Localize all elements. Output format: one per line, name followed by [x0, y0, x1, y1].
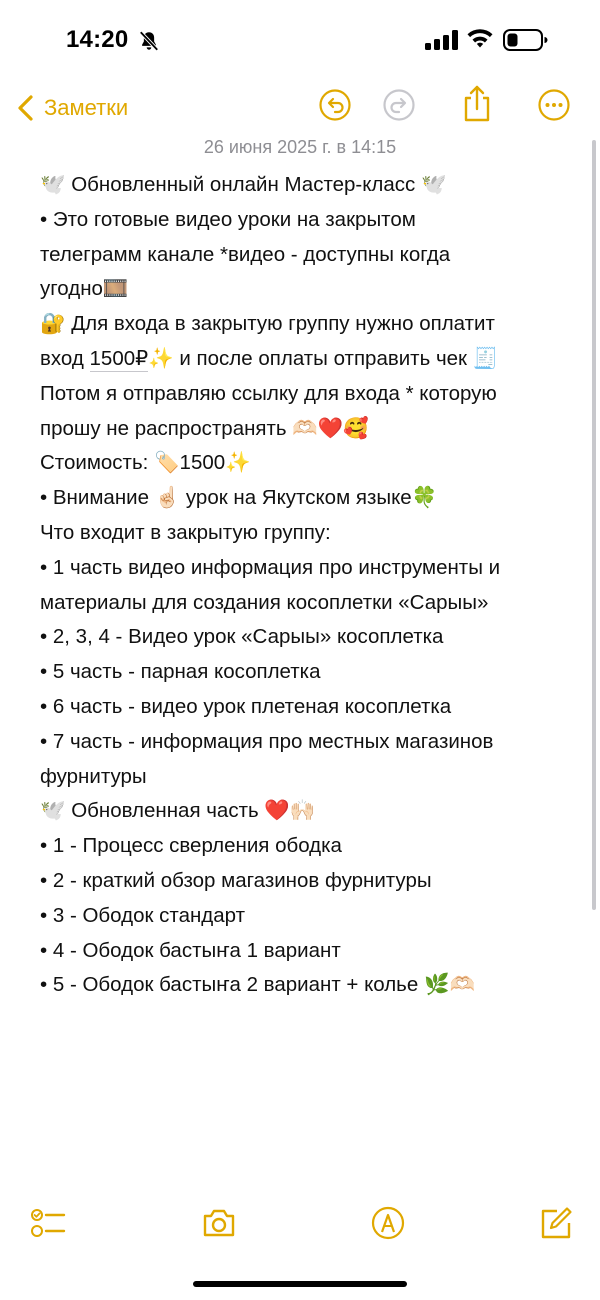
- note-line: Что входит в закрытую группу:: [40, 520, 331, 544]
- markup-pen-icon[interactable]: [369, 1204, 407, 1242]
- note-line: 🕊️ Обновленный онлайн Мастер-класс 🕊️: [40, 173, 447, 196]
- share-icon[interactable]: [460, 84, 494, 124]
- note-line: • 6 часть - видео урок плетеная косоплетка: [40, 694, 452, 718]
- note-text: вход: [40, 346, 90, 370]
- bottom-toolbar: [0, 1198, 600, 1248]
- note-line: • 7 часть - информация про местных магазинов: [40, 729, 494, 753]
- back-button[interactable]: [16, 90, 128, 126]
- note-line: • Это готовые видео уроки на закрытом: [40, 207, 416, 231]
- note-line: угодно🎞️: [40, 277, 129, 301]
- note-date: 26 июня 2025 г. в 14:15: [203, 137, 397, 157]
- note-line: Потом я отправляю ссылку для входа * которую: [40, 381, 497, 405]
- note-text: ✨ и после оплаты отправить чек 🧾: [148, 346, 499, 370]
- compose-icon[interactable]: [537, 1204, 575, 1242]
- wifi-icon: [466, 27, 494, 51]
- note-line: • 3 - Ободок стандарт: [40, 903, 245, 927]
- note-line: фурнитуры: [40, 764, 147, 788]
- navigation-bar: [0, 82, 600, 134]
- note-line: [40, 342, 570, 377]
- undo-icon[interactable]: [318, 88, 352, 122]
- note-body[interactable]: [40, 168, 570, 1003]
- note-line: 🕊️ Обновленная часть ❤️🙌🏻: [40, 799, 316, 823]
- note-line: • Внимание ☝🏻 урок на Якутском языке🍀: [40, 486, 438, 510]
- note-line: • 2, 3, 4 - Видео урок «Сарыы» косоплетка: [40, 625, 444, 649]
- scrollbar[interactable]: [592, 140, 596, 910]
- home-indicator[interactable]: [193, 1281, 407, 1287]
- price-link[interactable]: 1500₽: [89, 346, 149, 370]
- status-time: 14:20: [66, 26, 129, 53]
- camera-icon[interactable]: [200, 1204, 238, 1242]
- note-line: • 4 - Ободок бастыҥа 1 вариант: [40, 938, 341, 962]
- back-label: Заметки: [44, 95, 129, 120]
- note-line: телеграмм канале *видео - доступны когда: [40, 242, 451, 266]
- redo-icon[interactable]: [382, 88, 416, 122]
- battery-icon: [503, 28, 549, 52]
- note-line: Стоимость: 🏷️1500✨: [40, 451, 251, 475]
- note-line: прошу не распространять 🫶🏻❤️🥰: [40, 416, 369, 440]
- note-line: • 5 часть - парная косоплетка: [40, 660, 321, 684]
- cellular-signal-icon: [425, 30, 459, 50]
- status-bar: [0, 0, 600, 82]
- bell-slash-icon: [138, 30, 160, 52]
- note-line: 🔐 Для входа в закрытую группу нужно оплатит: [40, 312, 495, 336]
- note-line: • 5 - Ободок бастыҥа 2 вариант + колье 🌿🫶🏻: [40, 973, 476, 997]
- note-line: • 1 часть видео информация про инструменты и: [40, 555, 501, 579]
- note-line: материалы для создания косоплетки «Сарыы»: [40, 590, 489, 614]
- note-line: • 2 - краткий обзор магазинов фурнитуры: [40, 868, 432, 892]
- checklist-icon[interactable]: [29, 1204, 67, 1242]
- chevron-left-icon: [16, 94, 36, 122]
- more-icon[interactable]: [537, 88, 571, 122]
- note-line: • 1 - Процесс сверления ободка: [40, 834, 342, 858]
